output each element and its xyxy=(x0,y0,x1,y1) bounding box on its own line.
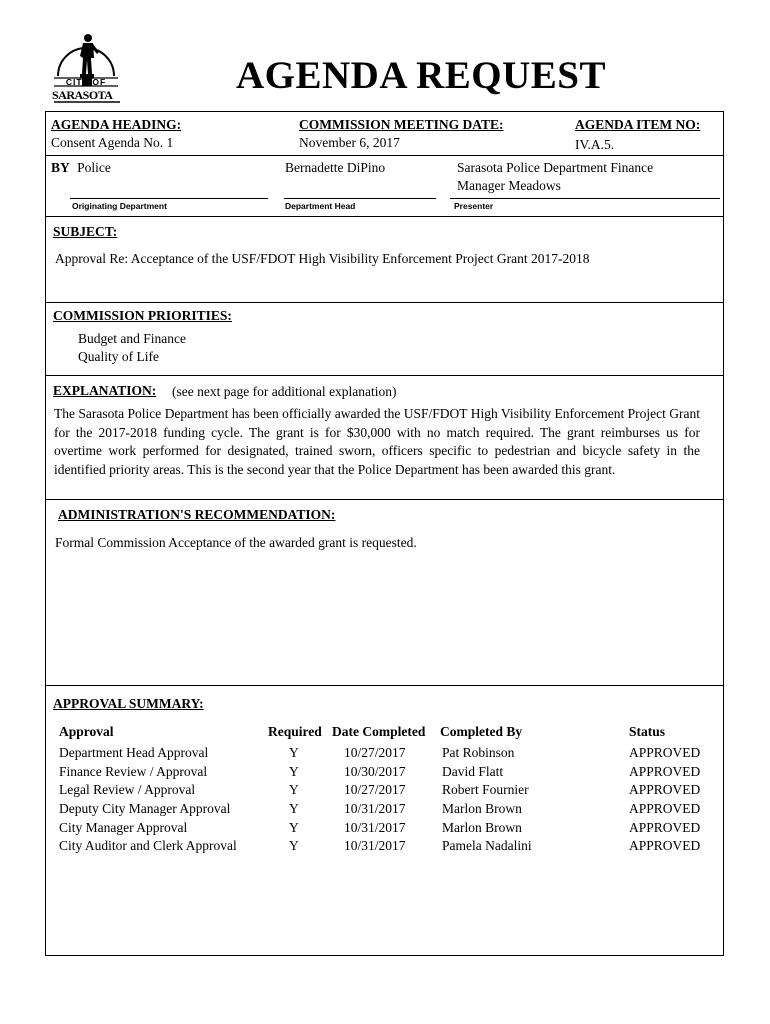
status-cell: APPROVED xyxy=(629,745,701,760)
city-logo xyxy=(50,28,122,106)
required-cell: Y xyxy=(289,782,299,798)
meeting-date-value: November 6, 2017 xyxy=(299,135,400,150)
originating-department-value: Police xyxy=(77,160,111,175)
completed-by-cell: Marlon Brown xyxy=(442,801,522,817)
approval-cell: City Manager Approval xyxy=(59,819,188,835)
presenter-value-line2: Manager Meadows xyxy=(457,178,561,193)
divider xyxy=(45,499,724,500)
approval-cell: Legal Review / Approval xyxy=(59,782,196,798)
approval-summary-label: APPROVAL SUMMARY: xyxy=(53,696,204,711)
completed-by-cell: David Flatt xyxy=(442,763,504,779)
column-header-approval: Approval xyxy=(59,724,114,739)
divider xyxy=(45,155,724,156)
required-cell: Y xyxy=(289,819,299,835)
status-cell: APPROVED xyxy=(629,819,701,835)
status-cell: APPROVED xyxy=(629,763,701,779)
explanation-text: The Sarasota Police Department has been officially awarded the USF/FDOT High Visibility Enforcement Project Grant for the 2017-2018 funding cycle. The grant is for $30,000 with no match required. The grant reimburses us for overtime work performed for designated, trained sworn, officers specific to pedestrian and bicycle safety in the identified priority areas. This is the second year that the Police Department has been awarded this grant. xyxy=(54,406,700,477)
caption-originating-department: Originating Department xyxy=(72,201,167,211)
agenda-heading-value: Consent Agenda No. 1 xyxy=(51,135,174,150)
department-head-value: Bernadette DiPino xyxy=(285,160,386,175)
date-cell: 10/31/2017 xyxy=(344,838,406,854)
required-cell: Y xyxy=(289,745,299,760)
completed-by-cell: Marlon Brown xyxy=(442,819,522,835)
status-cell: APPROVED xyxy=(629,782,701,798)
by-label: BY xyxy=(51,160,70,175)
status-cell: APPROVED xyxy=(629,838,701,854)
column-header-required: Required xyxy=(268,724,322,739)
presenter-value-line1: Sarasota Police Department Finance xyxy=(457,160,654,175)
logo-top-text: CITY OF xyxy=(65,77,107,87)
approval-cell: City Auditor and Clerk Approval xyxy=(59,838,237,854)
completed-by-cell: Pamela Nadalini xyxy=(442,838,532,854)
commission-priorities-label: COMMISSION PRIORITIES: xyxy=(53,308,232,323)
divider xyxy=(45,685,724,686)
date-cell: 10/27/2017 xyxy=(344,745,406,760)
by-row xyxy=(51,159,111,177)
explanation-note: (see next page for additional explanation) xyxy=(172,384,397,399)
column-header-completed-by: Completed By xyxy=(440,724,523,739)
caption-presenter: Presenter xyxy=(454,201,494,211)
date-cell: 10/30/2017 xyxy=(344,763,406,779)
date-cell: 10/27/2017 xyxy=(344,782,406,798)
meeting-date-label: COMMISSION MEETING DATE: xyxy=(299,117,504,132)
page-title: AGENDA REQUEST xyxy=(236,54,606,97)
subject-label: SUBJECT: xyxy=(53,224,118,239)
date-cell: 10/31/2017 xyxy=(344,819,406,835)
divider xyxy=(45,302,724,303)
column-header-date-completed: Date Completed xyxy=(332,724,426,739)
required-cell: Y xyxy=(289,763,299,779)
divider xyxy=(45,375,724,376)
approval-cell: Deputy City Manager Approval xyxy=(59,801,231,817)
completed-by-cell: Robert Fournier xyxy=(442,782,529,798)
approval-cell: Department Head Approval xyxy=(59,745,209,760)
divider xyxy=(45,216,724,217)
agenda-item-no-label: AGENDA ITEM NO: xyxy=(575,117,701,132)
signature-line xyxy=(70,198,268,199)
required-cell: Y xyxy=(289,838,299,854)
recommendation-text: Formal Commission Acceptance of the awarded grant is requested. xyxy=(55,535,417,550)
agenda-item-no-value: IV.A.5. xyxy=(575,137,615,152)
completed-by-cell: Pat Robinson xyxy=(442,745,515,760)
subject-text: Approval Re: Acceptance of the USF/FDOT High Visibility Enforcement Project Grant 2017-2018 xyxy=(55,251,590,266)
required-cell: Y xyxy=(289,801,299,817)
column-header-status: Status xyxy=(629,724,666,739)
signature-line xyxy=(284,198,436,199)
caption-department-head: Department Head xyxy=(285,201,356,211)
date-cell: 10/31/2017 xyxy=(344,801,406,817)
priority-item: Quality of Life xyxy=(78,349,159,364)
status-cell: APPROVED xyxy=(629,801,701,817)
logo-bottom-text: SARASOTA xyxy=(52,88,113,102)
recommendation-label: ADMINISTRATION'S RECOMMENDATION: xyxy=(58,507,336,522)
explanation-label: EXPLANATION: xyxy=(53,383,157,398)
signature-line xyxy=(450,198,720,199)
agenda-heading-label: AGENDA HEADING: xyxy=(51,117,182,132)
approval-cell: Finance Review / Approval xyxy=(59,763,208,779)
priority-item: Budget and Finance xyxy=(78,331,186,346)
